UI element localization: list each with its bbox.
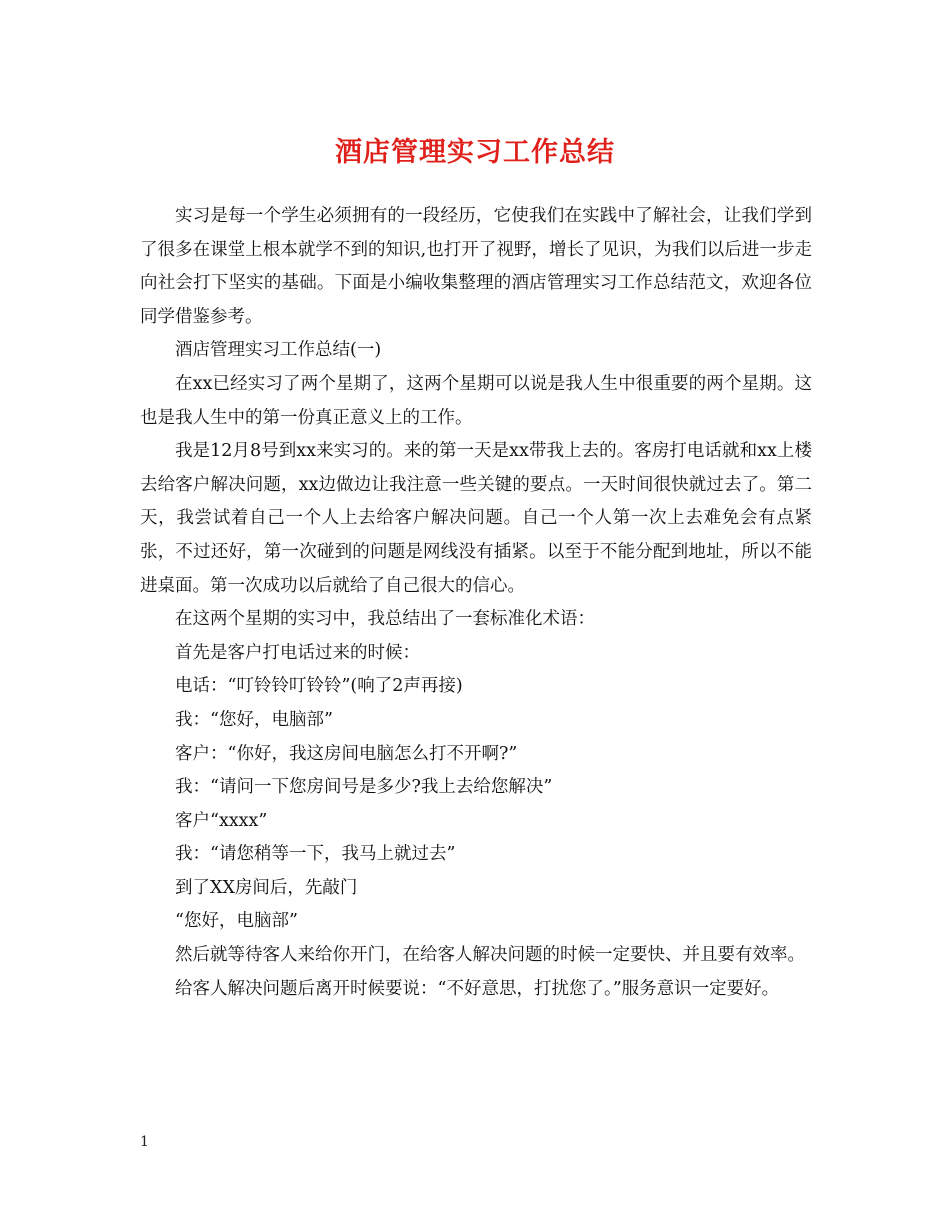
paragraph: 然后就等待客人来给你开门，在给客人解决问题的时候一定要快、并且要有效率。 <box>175 945 805 966</box>
paragraph-section-heading: 酒店管理实习工作总结(一) <box>175 340 382 361</box>
document-body <box>140 200 812 1006</box>
dialogue-line: 客户“xxxx” <box>175 810 268 831</box>
document-title: 酒店管理实习工作总结 <box>335 137 615 168</box>
paragraph: 首先是客户打电话过来的时候： <box>175 642 420 663</box>
dialogue-line: 电话：“叮铃铃叮铃铃”(响了2声再接) <box>175 676 463 697</box>
dialogue-line: 我：“您好，电脑部” <box>175 709 333 730</box>
page-number: 1 <box>140 1134 149 1150</box>
paragraph: 在这两个星期的实习中，我总结出了一套标准化术语： <box>175 609 595 630</box>
dialogue-line: 我：“请问一下您房间号是多少?我上去给您解决” <box>175 777 553 798</box>
dialogue-line: 我：“请您稍等一下，我马上就过去” <box>175 844 456 865</box>
dialogue-line: 客户：“你好，我这房间电脑怎么打不开啊?” <box>175 743 518 764</box>
dialogue-line: “您好，电脑部” <box>175 911 298 932</box>
paragraph-intro: 实习是每一个学生必须拥有的一段经历，它使我们在实践中了解社会，让我们学到了很多在课堂上根本就学不到的知识,也打开了视野，增长了见识，为我们以后进一步走向社会打下坚实的基础。下面是小编收集整理的酒店管理实习工作总结范文，欢迎各位同学借鉴参考。 <box>140 206 812 327</box>
paragraph: 给客人解决问题后离开时候要说：“不好意思，打扰您了。”服务意识一定要好。 <box>175 978 780 999</box>
paragraph: 我是12月8号到xx来实习的。来的第一天是xx带我上去的。客房打电话就和xx上楼去给客户解决问题，xx边做边让我注意一些关键的要点。一天时间很快就过去了。第二天，我尝试着自己一个人上去给客户解决问题。自己一个人第一次上去难免会有点紧张，不过还好，第一次碰到的问题是网线没有插紧。以至于不能分配到地址，所以不能进桌面。第一次成功以后就给了自己很大的信心。 <box>140 441 812 596</box>
paragraph: 在xx已经实习了两个星期了，这两个星期可以说是我人生中很重要的两个星期。这也是我人生中的第一份真正意义上的工作。 <box>140 373 812 428</box>
paragraph: 到了XX房间后，先敲门 <box>175 877 358 898</box>
